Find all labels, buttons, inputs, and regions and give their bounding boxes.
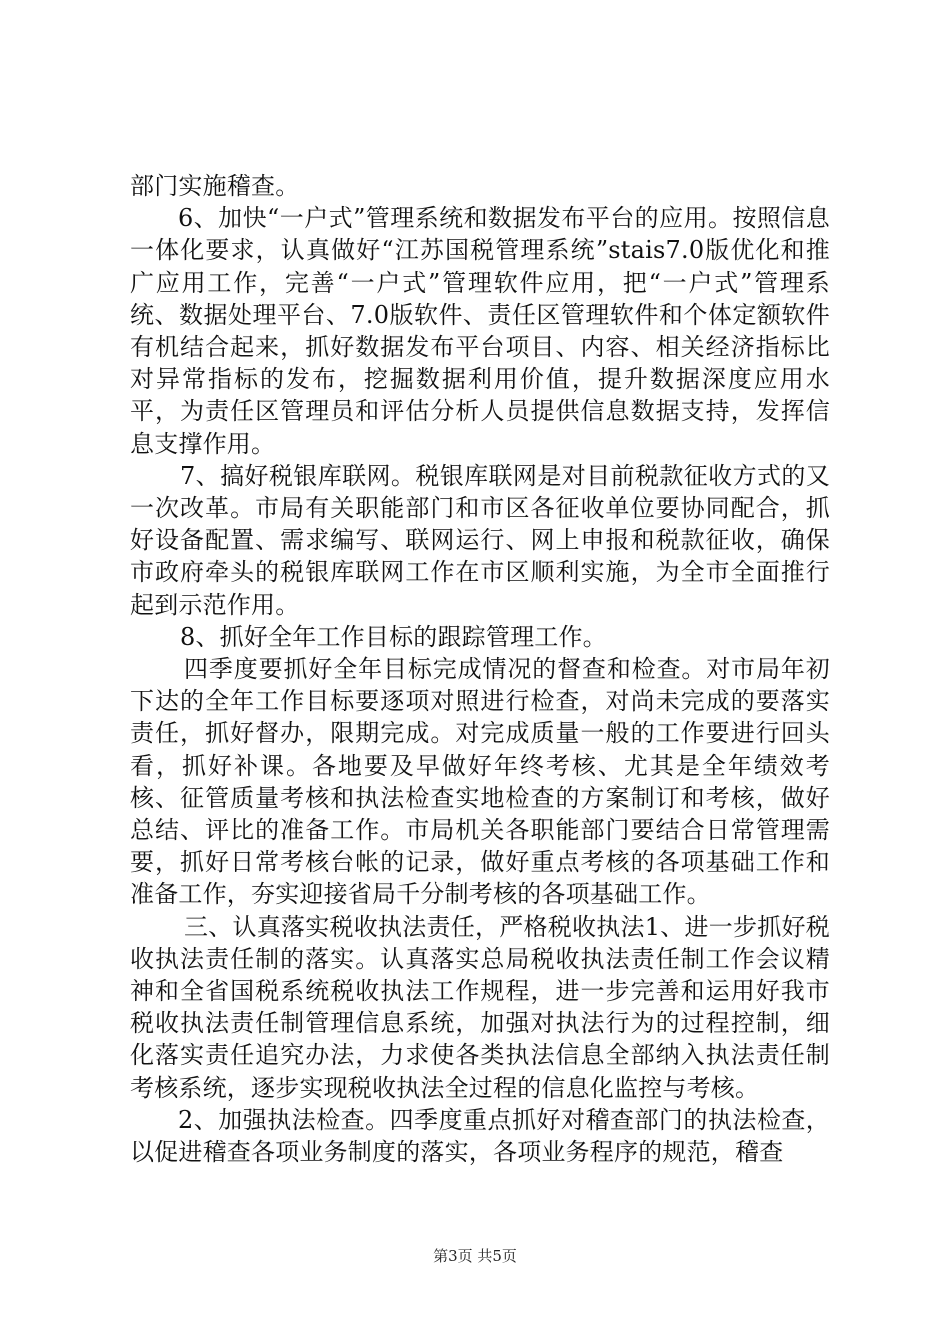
body-text — [130, 170, 830, 1168]
page-footer: 第3页 共5页 — [433, 1247, 517, 1265]
paragraph-item-2: 2、加强执法检查。四季度重点抓好对稽查部门的执法检查，以促进稽查各项业务制度的落实，各项业务程序的规范，稽查 — [130, 1105, 830, 1167]
paragraph-continuation: 部门实施稽查。 — [130, 172, 300, 200]
paragraph-item-7: 7、搞好税银库联网。税银库联网是对目前税款征收方式的又一次改革。市局有关职能部门和市区各征收单位要协同配合，抓好设备配置、需求编写、联网运行、网上申报和税款征收，确保市政府牵头的税银库联网工作在市区顺利实施，为全市全面推行起到示范作用。 — [130, 461, 830, 619]
paragraph-item-8: 8、抓好全年工作目标的跟踪管理工作。 — [180, 622, 607, 651]
paragraph-q4-targets: 四季度要抓好全年目标完成情况的督查和检查。对市局年初下达的全年工作目标要逐项对照进行检查，对尚未完成的要落实责任，抓好督办，限期完成。对完成质量一般的工作要进行回头看，抓好补课。各地要及早做好年终考核、尤其是全年绩效考核、征管质量考核和执法检查实地检查的方案制订和考核，做好总结、评比的准备工作。市局机关各职能部门要结合日常管理需要，抓好日常考核台帐的记录，做好重点考核的各项基础工作和准备工作，夯实迎接省局千分制考核的各项基础工作。 — [130, 655, 830, 909]
paragraph-section-3: 三、认真落实税收执法责任，严格税收执法1、进一步抓好税收执法责任制的落实。认真落实总局税收执法责任制工作会议精神和全省国税系统税收执法工作规程，进一步完善和运用好我市税收执法责任制管理信息系统，加强对执法行为的过程控制，细化落实责任追究办法，力求使各类执法信息全部纳入执法责任制考核系统，逐步实现税收执法全过程的信息化监控与考核。 — [130, 912, 830, 1102]
paragraph-item-6: 6、加快“一户式”管理系统和数据发布平台的应用。按照信息一体化要求，认真做好“江苏国税管理系统”stais7.0版优化和推广应用工作，完善“一户式”管理软件应用，把“一户式”管理系统、数据处理平台、7.0版软件、责任区管理软件和个体定额软件有机结合起来，抓好数据发布平台项目、内容、相关经济指标比对异常指标的发布，挖掘数据利用价值，提升数据深度应用水平，为责任区管理员和评估分析人员提供信息数据支持，发挥信息支撑作用。 — [130, 204, 830, 458]
